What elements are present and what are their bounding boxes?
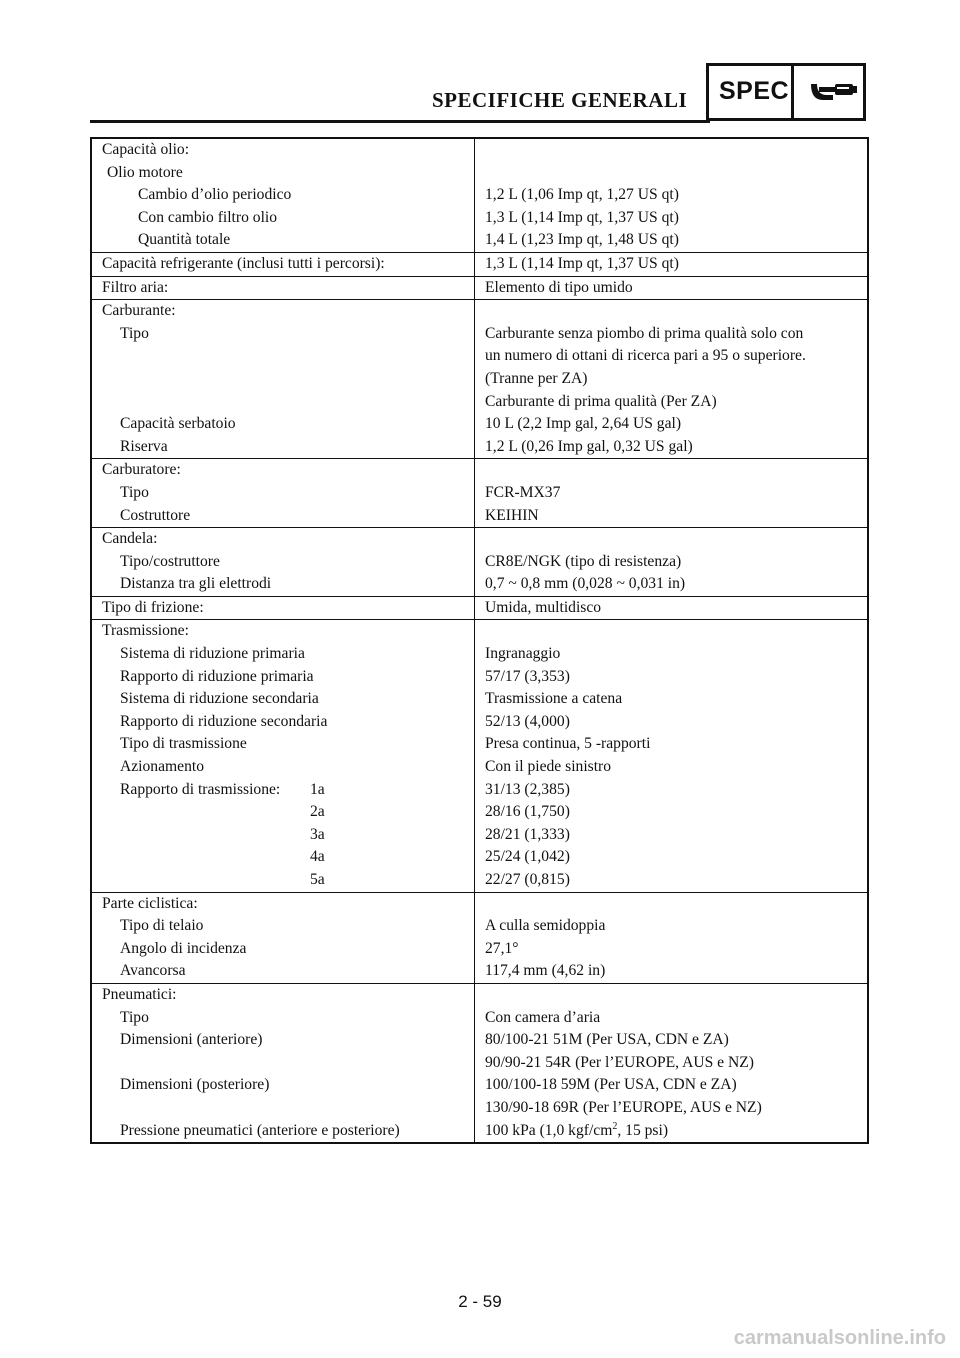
spec-value: 57/17 (3,353) (485, 667, 570, 685)
spec-label-cell (91, 892, 475, 983)
spec-value: 130/90-18 69R (Per l’EUROPE, AUS e NZ) (485, 1098, 762, 1116)
spec-label: Distanza tra gli elettrodi (120, 575, 272, 593)
spec-value (475, 528, 867, 551)
spec-badge-label: SPEC (719, 77, 790, 105)
specifications-table (90, 137, 869, 1144)
spec-label: Dimensioni (anteriore) (120, 1031, 263, 1049)
spec-label: Olio motore (107, 163, 183, 181)
spec-group (91, 528, 868, 597)
spec-label-cell (91, 596, 475, 620)
spec-value-part: 100 kPa (1,0 kgf/cm (485, 1121, 613, 1139)
spec-value: 1,3 L (1,14 Imp qt, 1,37 US qt) (485, 254, 679, 272)
watermark: carmanualsonline.info (733, 1327, 946, 1349)
spec-value: 1,2 L (1,06 Imp qt, 1,27 US qt) (485, 186, 679, 204)
spec-value (475, 620, 867, 643)
spec-group (91, 892, 868, 983)
spec-label: Candela: (102, 530, 158, 548)
spec-label (92, 368, 474, 391)
spec-label: Tipo (120, 324, 149, 342)
spec-value: 22/27 (0,815) (485, 871, 570, 888)
spec-label-cell (91, 459, 475, 528)
spec-value: 117,4 mm (4,62 in) (485, 962, 606, 980)
spec-value: 52/13 (4,000) (485, 712, 570, 730)
spec-label: Filtro aria: (102, 278, 169, 296)
spec-label (92, 869, 474, 892)
spec-value-cell (475, 983, 869, 1143)
spec-label: Riserva (120, 437, 168, 455)
spec-badge-divider (791, 66, 794, 118)
spec-label: Carburatore: (102, 461, 181, 479)
page-number: 2 - 59 (458, 1292, 502, 1311)
spec-label (92, 391, 474, 414)
spec-value (475, 984, 867, 1007)
spec-label: Pressione pneumatici (anteriore e posteriore) (120, 1121, 400, 1139)
spec-label-cell (91, 528, 475, 597)
spec-value: 1,4 L (1,23 Imp qt, 1,48 US qt) (485, 231, 679, 249)
spec-group (91, 459, 868, 528)
spec-value-cell (475, 620, 869, 892)
spec-group (91, 252, 868, 276)
spec-label: Rapporto di riduzione primaria (120, 667, 314, 685)
spec-value: Elemento di tipo umido (485, 278, 633, 296)
spec-group (91, 300, 868, 459)
spec-label-text: Rapporto di trasmissione: (120, 780, 281, 798)
spec-label (92, 846, 474, 869)
spec-value-superscript: 2 (612, 1120, 618, 1132)
spec-value: 80/100-21 51M (Per USA, CDN e ZA) (485, 1031, 729, 1049)
spec-label-cell (91, 252, 475, 276)
spec-group (91, 596, 868, 620)
spec-value: Presa continua, 5 -rapporti (485, 735, 651, 753)
spec-value (475, 162, 867, 185)
spec-value-cell (475, 892, 869, 983)
spec-label: Sistema di riduzione secondaria (120, 690, 319, 708)
spec-value: CR8E/NGK (tipo di resistenza) (485, 552, 682, 570)
spec-value (475, 893, 867, 916)
spec-value-cell (475, 300, 869, 459)
spec-value: 28/16 (1,750) (485, 803, 570, 821)
spec-value: 1,2 L (0,26 Imp gal, 0,32 US gal) (485, 437, 693, 455)
spec-label: Avancorsa (120, 962, 186, 980)
gear-number: 2a (310, 803, 325, 821)
spec-group (91, 276, 868, 300)
spec-value (475, 459, 867, 482)
spec-label: Con cambio filtro olio (138, 208, 278, 226)
spec-value: 25/24 (1,042) (485, 848, 570, 866)
spec-label (92, 801, 474, 824)
spec-label-cell (91, 276, 475, 300)
spec-label-cell (91, 983, 475, 1143)
spec-label: Tipo di trasmissione (120, 735, 247, 753)
spec-value-cell (475, 252, 869, 276)
spec-label: Quantità totale (138, 231, 231, 249)
spec-label: Capacità refrigerante (inclusi tutti i percorsi): (102, 254, 385, 272)
spec-value: Carburante di prima qualità (Per ZA) (485, 392, 717, 410)
spec-label (92, 779, 474, 802)
spec-label: Azionamento (120, 758, 205, 776)
spec-value: Con camera d’aria (485, 1008, 601, 1026)
spec-value: A culla semidoppia (485, 917, 606, 935)
spec-value-cell (475, 596, 869, 620)
spec-value: 27,1° (485, 939, 519, 957)
spec-value (475, 1120, 867, 1143)
spec-value: Trasmissione a catena (485, 690, 623, 708)
spec-value (475, 300, 867, 323)
spec-label (92, 824, 474, 847)
spec-label-cell (91, 300, 475, 459)
spec-label: Rapporto di riduzione secondaria (120, 712, 328, 730)
spec-label-cell (91, 620, 475, 892)
spec-label: Dimensioni (posteriore) (120, 1076, 270, 1094)
spec-label (92, 345, 474, 368)
spec-value-part: , 15 psi) (617, 1121, 669, 1139)
spec-value: 10 L (2,2 Imp gal, 2,64 US gal) (485, 415, 682, 433)
spec-value: 100/100-18 59M (Per USA, CDN e ZA) (485, 1076, 737, 1094)
spec-value: 90/90-21 54R (Per l’EUROPE, AUS e NZ) (485, 1053, 754, 1071)
spec-label: Tipo/costruttore (120, 552, 220, 570)
spec-group (91, 138, 868, 252)
spec-label: Tipo (120, 1008, 149, 1026)
spec-value-cell (475, 138, 869, 252)
spec-value-cell (475, 459, 869, 528)
spec-value: (Tranne per ZA) (485, 369, 588, 387)
spec-label: Tipo di frizione: (102, 598, 204, 616)
spec-badge (706, 63, 866, 121)
header-rule (90, 120, 710, 123)
gear-number: 4a (310, 848, 325, 866)
spec-value: Ingranaggio (485, 645, 561, 663)
spec-value (475, 139, 867, 162)
spec-value: 0,7 ~ 0,8 mm (0,028 ~ 0,031 in) (485, 575, 686, 593)
spec-value: 31/13 (2,385) (485, 780, 570, 798)
spec-label: Pneumatici: (102, 985, 177, 1003)
spec-value-cell (475, 276, 869, 300)
spec-value: Con il piede sinistro (485, 758, 612, 776)
spec-value: FCR-MX37 (485, 483, 561, 501)
spec-label: Tipo di telaio (120, 917, 204, 935)
spec-value-cell (475, 528, 869, 597)
spec-label: Capacità olio: (102, 141, 190, 158)
spec-label: Carburante: (102, 302, 176, 320)
wrench-icon (805, 78, 861, 113)
spec-label: Costruttore (120, 506, 191, 524)
spec-group (91, 620, 868, 892)
spec-label (92, 1052, 474, 1075)
page-title: SPECIFICHE GENERALI (432, 88, 688, 112)
spec-value: Umida, multidisco (485, 598, 602, 616)
gear-number: 1a (310, 780, 325, 798)
spec-label: Cambio d’olio periodico (138, 186, 292, 204)
spec-value: KEIHIN (485, 506, 539, 524)
gear-number: 5a (310, 871, 325, 888)
spec-value: un numero di ottani di ricerca pari a 95 o superiore. (485, 347, 806, 365)
spec-label: Capacità serbatoio (120, 415, 236, 433)
spec-label: Trasmissione: (102, 622, 189, 640)
spec-label: Tipo (120, 483, 149, 501)
spec-group (91, 983, 868, 1143)
spec-value: 28/21 (1,333) (485, 825, 570, 843)
spec-label: Angolo di incidenza (120, 939, 247, 957)
spec-value: 1,3 L (1,14 Imp qt, 1,37 US qt) (485, 208, 679, 226)
spec-label: Sistema di riduzione primaria (120, 645, 305, 663)
gear-number: 3a (310, 825, 325, 843)
spec-label: Parte ciclistica: (102, 894, 198, 912)
spec-label (92, 1097, 474, 1120)
spec-value: Carburante senza piombo di prima qualità solo con (485, 324, 804, 342)
spec-label-cell (91, 138, 475, 252)
